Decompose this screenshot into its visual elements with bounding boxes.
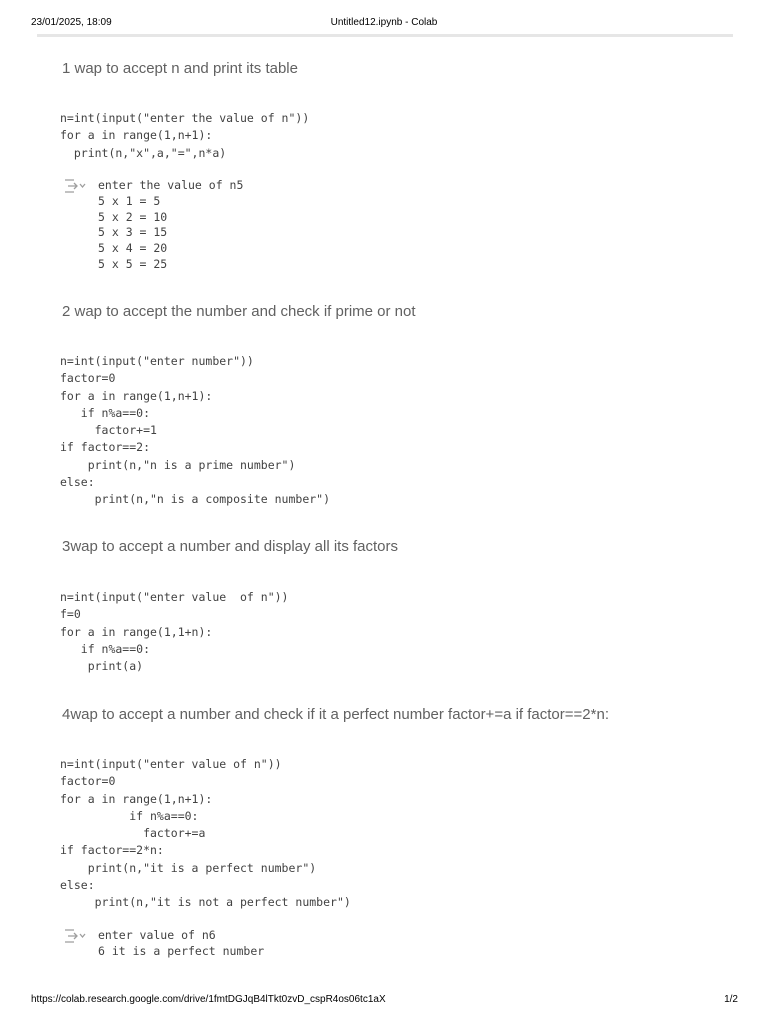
output-arrow-icon[interactable]: [62, 178, 90, 194]
text-cell-heading: 3wap to accept a number and display all its factors: [62, 538, 399, 555]
text-cell-heading: 1 wap to accept n and print its table: [62, 60, 298, 77]
print-date: 23/01/2025, 18:09: [31, 17, 112, 28]
code-cell[interactable]: n=int(input("enter value of n")) f=0 for a in range(1,1+n): if n%a==0: print(a): [60, 590, 289, 674]
code-cell[interactable]: n=int(input("enter the value of n")) for a in range(1,n+1): print(n,"x",a,"=",n*a): [60, 111, 310, 160]
text-cell-heading: 4wap to accept a number and check if it a perfect number factor+=a if factor==2*n:: [62, 706, 609, 723]
output-text: enter the value of n5 5 x 1 = 5 5 x 2 = 10 5 x 3 = 15 5 x 4 = 20 5 x 5 = 25: [98, 178, 244, 271]
output-arrow-icon[interactable]: [62, 928, 90, 944]
text-cell-heading: 2 wap to accept the number and check if prime or not: [62, 303, 416, 320]
header-divider: [37, 34, 733, 37]
page-number: 1/2: [724, 994, 738, 1005]
print-url: https://colab.research.google.com/drive/1fmtDGJqB4lTkt0zvD_cspR4os06tc1aX: [31, 994, 386, 1005]
code-cell[interactable]: n=int(input("enter number")) factor=0 for a in range(1,n+1): if n%a==0: factor+=1 if factor==2: print(n,"n is a prime number") else: print(n,"n is a composite number"): [60, 354, 331, 507]
code-cell[interactable]: n=int(input("enter value of n")) factor=0 for a in range(1,n+1): if n%a==0: factor+=a if factor==2*n: print(n,"it is a perfect number") else: print(n,"it is not a perfect number"): [60, 757, 351, 910]
print-title: Untitled12.ipynb - Colab: [330, 17, 438, 28]
print-header: [0, 16, 768, 32]
output-text: enter value of n6 6 it is a perfect number: [98, 928, 265, 958]
